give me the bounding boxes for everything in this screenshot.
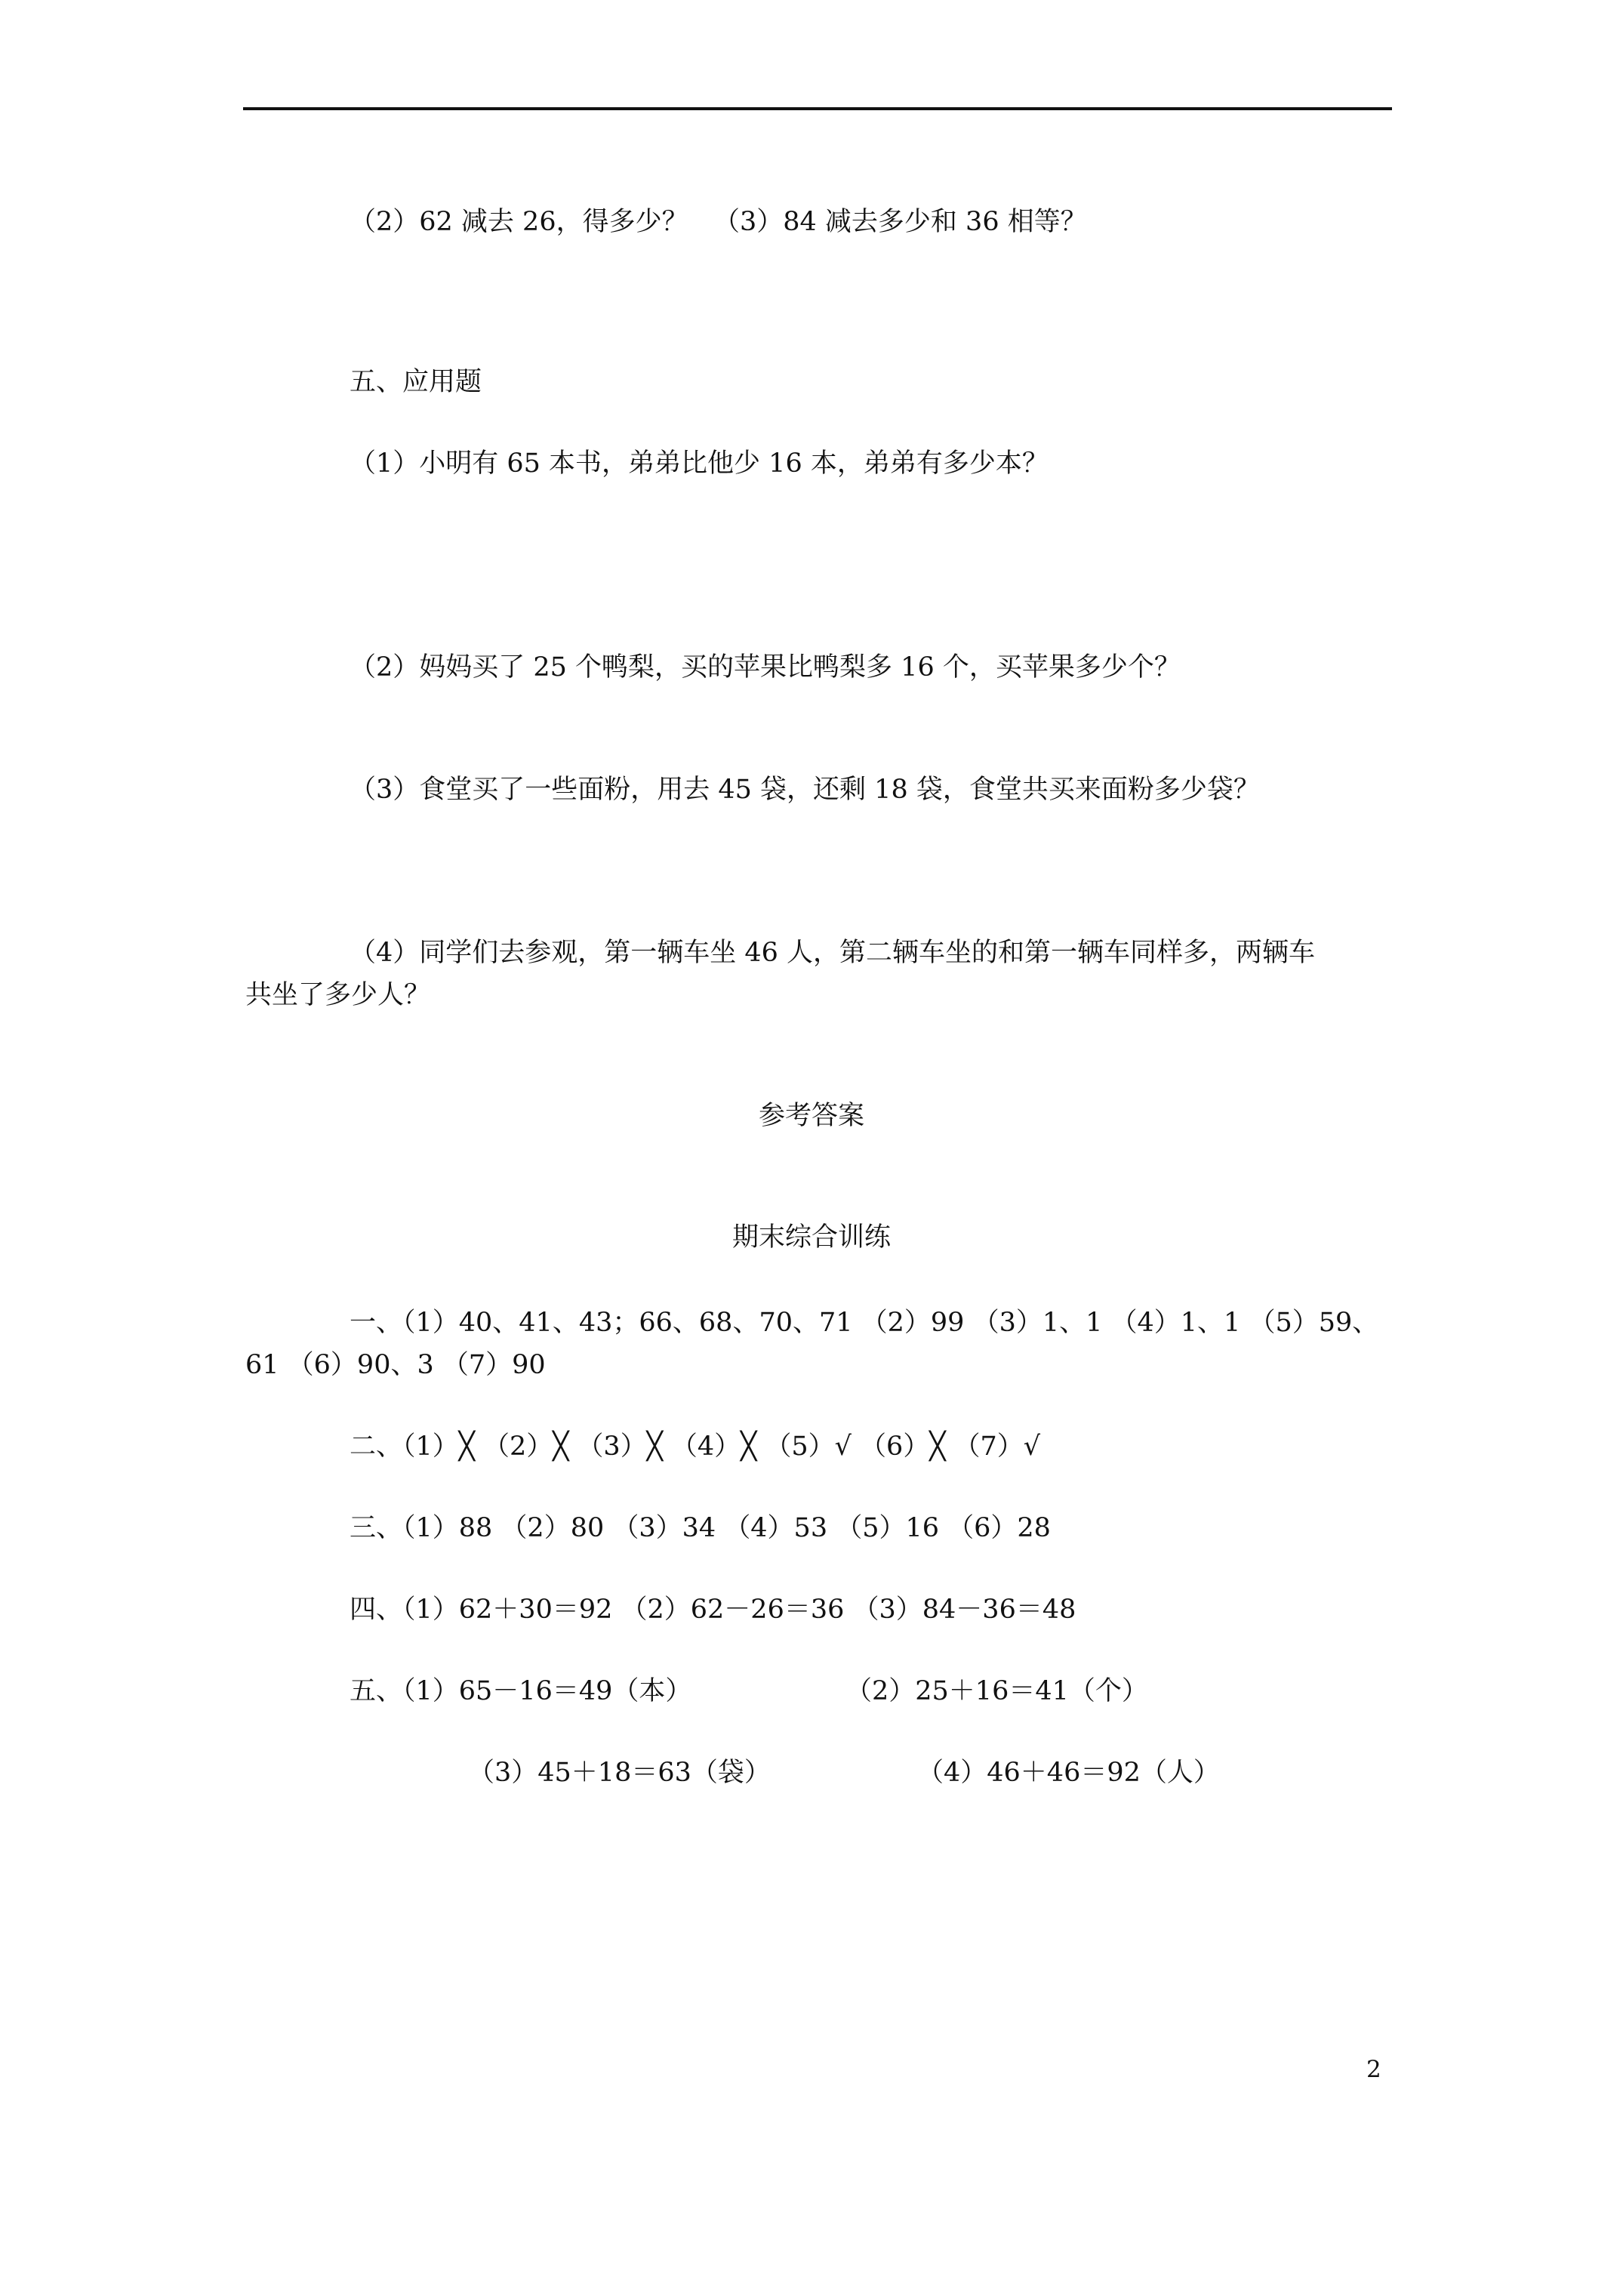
exercise-5-item-1: （1）小明有 65 本书，弟弟比他少 16 本，弟弟有多少本？ — [350, 448, 1049, 479]
answers-heading: 参考答案 — [758, 1101, 864, 1131]
page-number: 2 — [1366, 2056, 1381, 2083]
answer-4: 四、（1）62＋30＝92 （2）62－26＝36 （3）84－36＝48 — [350, 1595, 1076, 1625]
section-5-title: 五、应用题 — [350, 367, 482, 397]
exercise-5-item-3: （3）食堂买了一些面粉，用去 45 袋，还剩 18 袋，食堂共买来面粉多少袋？ — [350, 775, 1260, 805]
answer-1-line-2: 61 （6）90、3 （7）90 — [245, 1350, 546, 1380]
answer-5-item-1: 五、（1）65－16＝49（本） — [350, 1676, 692, 1706]
header-rule — [243, 107, 1392, 110]
answers-subheading: 期末综合训练 — [731, 1222, 891, 1253]
answer-5-item-3: （3）45＋18＝63（袋） — [468, 1758, 771, 1788]
exercise-5-item-4-line-1: （4）同学们去参观，第一辆车坐 46 人，第二辆车坐的和第一辆车同样多，两辆车 — [350, 938, 1316, 968]
answer-2: 二、（1）╳ （2）╳ （3）╳ （4）╳ （5）√ （6）╳ （7）√ — [350, 1432, 1041, 1462]
exercise-5-item-4-line-2: 共坐了多少人？ — [245, 980, 431, 1010]
exercise-4-item-2: （2）62 减去 26，得多少？ — [350, 207, 688, 237]
answer-5-item-4: （4）46＋46＝92（人） — [917, 1758, 1220, 1788]
answer-5-item-2: （2）25＋16＝41（个） — [845, 1676, 1148, 1706]
exercise-4-item-3: （3）84 减去多少和 36 相等？ — [713, 207, 1087, 237]
answer-3: 三、（1）88 （2）80 （3）34 （4）53 （5）16 （6）28 — [350, 1513, 1051, 1543]
exercise-5-item-2: （2）妈妈买了 25 个鸭梨，买的苹果比鸭梨多 16 个，买苹果多少个？ — [350, 652, 1181, 683]
answer-1-line-1: 一、（1）40、41、43；66、68、70、71 （2）99 （3）1、1 （4）1、1 （5）59、 — [350, 1308, 1379, 1338]
